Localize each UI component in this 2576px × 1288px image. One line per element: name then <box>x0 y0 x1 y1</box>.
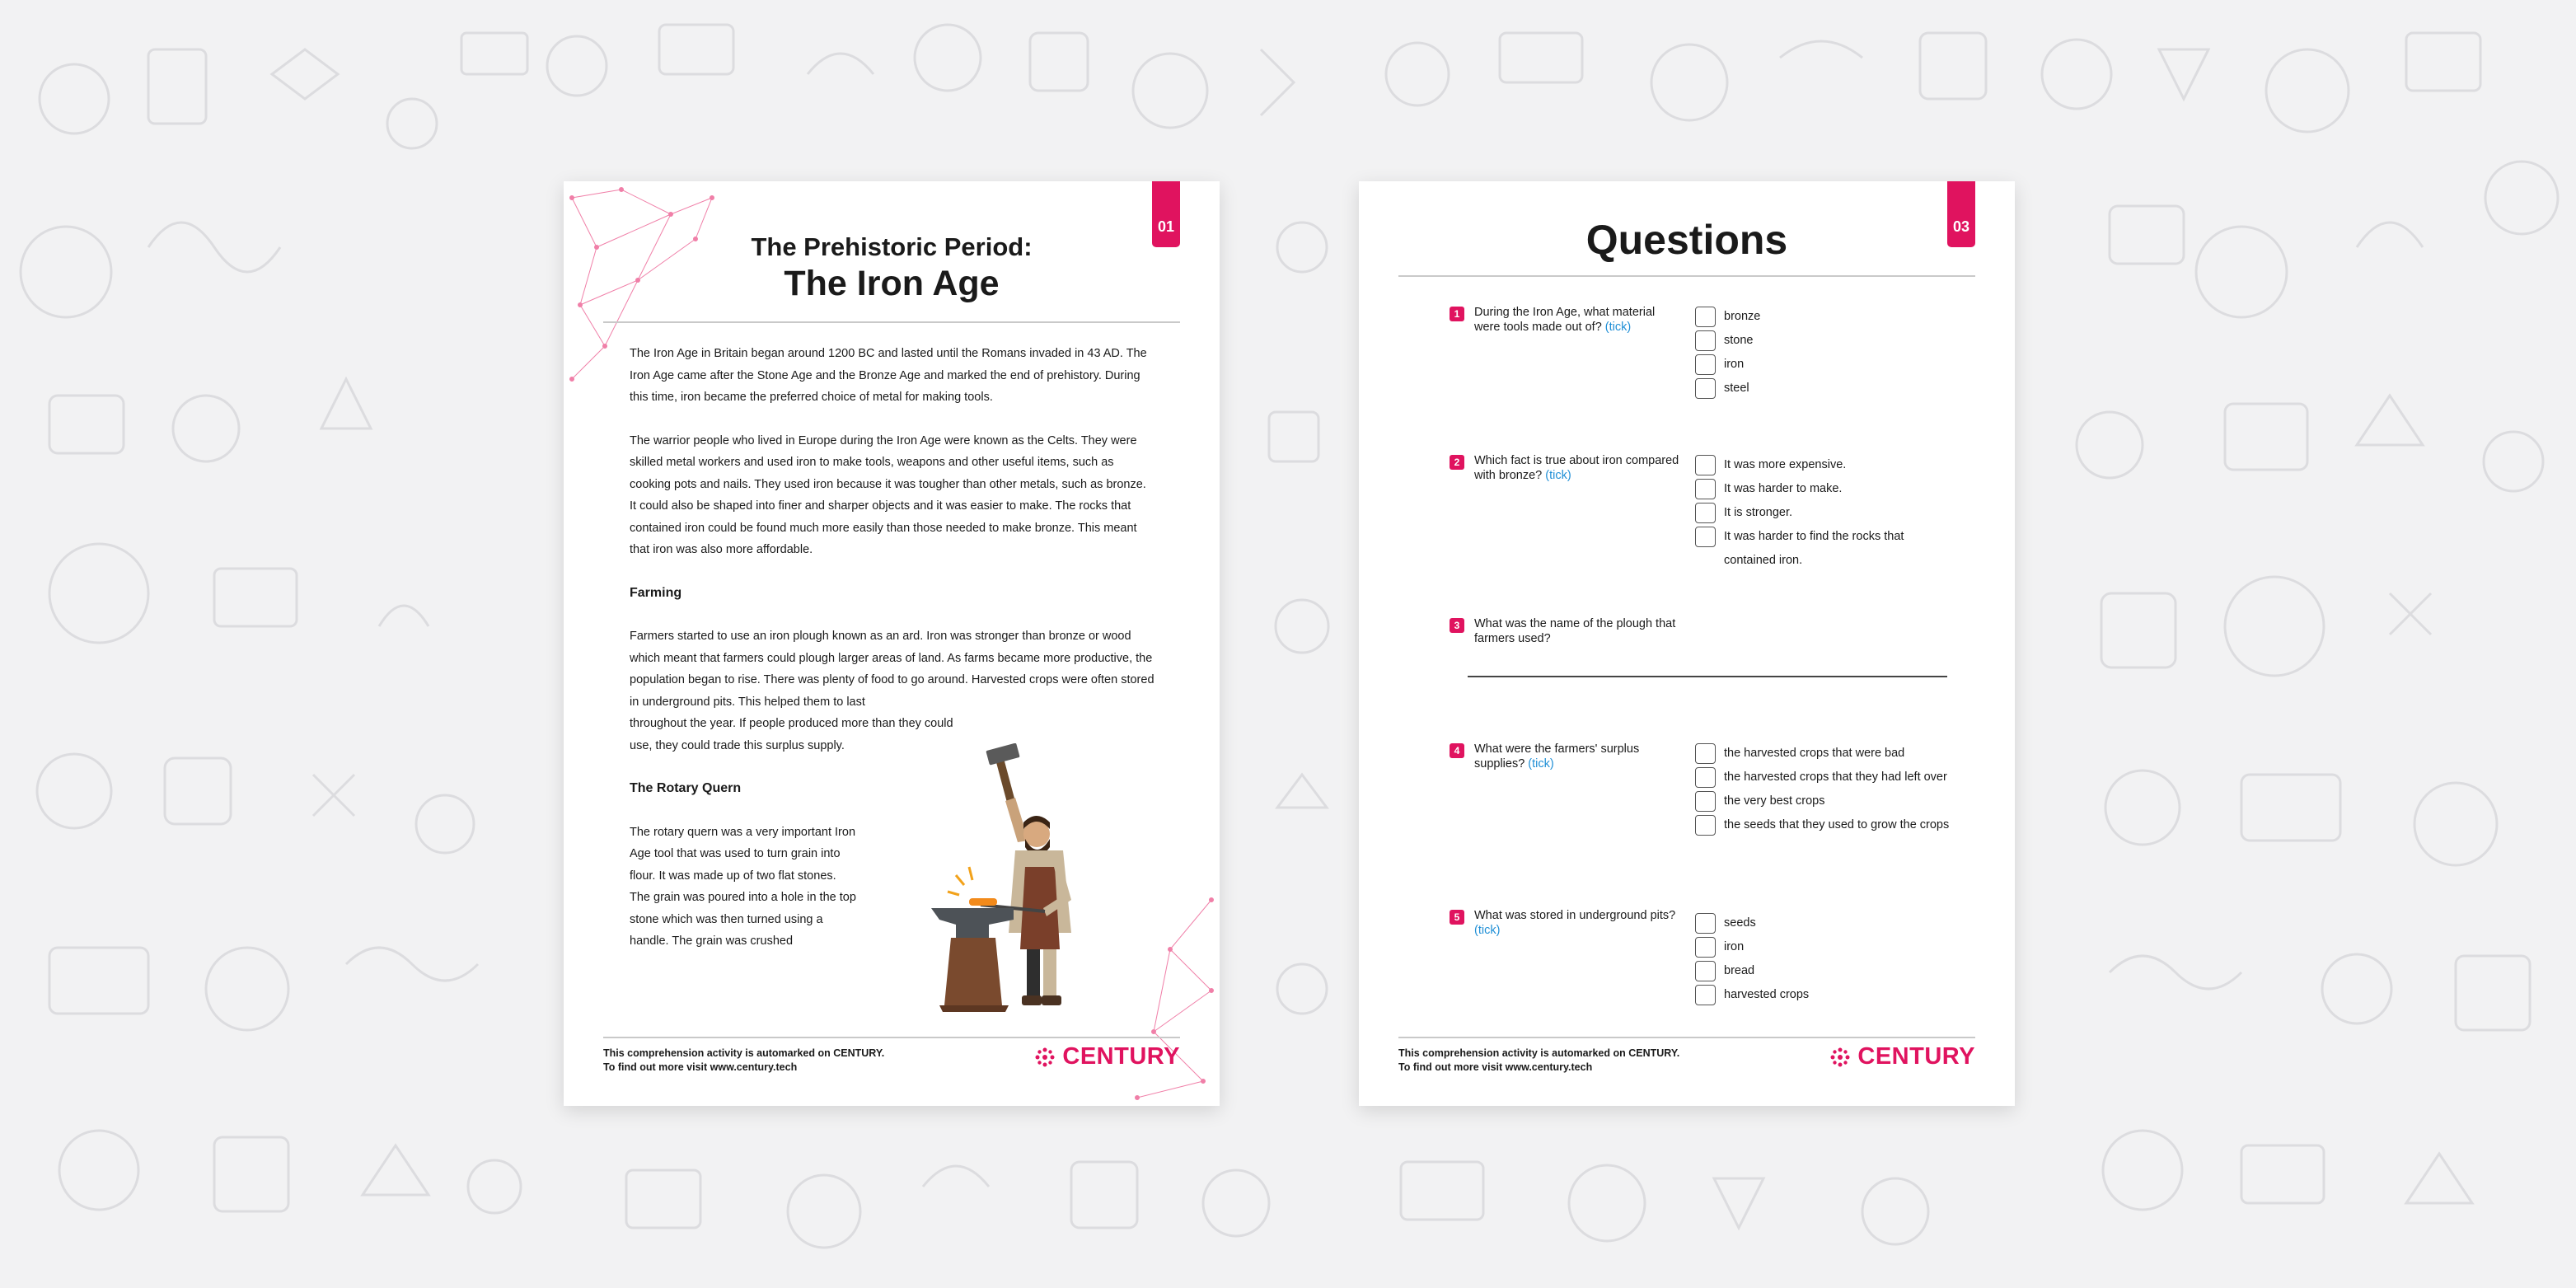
answer-options <box>1695 742 1992 837</box>
option-label: steel <box>1724 382 1749 395</box>
answer-option[interactable] <box>1695 453 1992 477</box>
option-label: bread <box>1724 964 1755 977</box>
question-number-badge: 1 <box>1450 307 1464 321</box>
option-label: iron <box>1724 940 1745 953</box>
option-label: stone <box>1724 334 1754 347</box>
checkbox[interactable] <box>1695 479 1716 499</box>
question-prompt: Which fact is true about iron compared with bronze? <box>1474 454 1679 482</box>
answer-option[interactable] <box>1695 305 1992 329</box>
answer-option[interactable] <box>1695 477 1992 501</box>
option-label: It is stronger. <box>1724 506 1793 519</box>
tick-instruction: (tick) <box>1545 469 1571 482</box>
century-logo <box>1033 1043 1180 1070</box>
footer-line-2: To find out more visit www.century.tech <box>1398 1061 1593 1073</box>
checkbox[interactable] <box>1695 791 1716 812</box>
option-label: seeds <box>1724 916 1756 930</box>
tick-instruction: (tick) <box>1604 321 1632 334</box>
option-label: the very best crops <box>1724 794 1825 808</box>
question-text <box>1474 305 1680 335</box>
question-prompt: What was stored in underground pits? <box>1474 909 1676 922</box>
question-text <box>1474 908 1680 938</box>
paragraph-farming-cont: throughout the year. If people produced more than they could use, they could trade this surplus supply. <box>630 717 953 752</box>
question-text <box>1474 742 1680 771</box>
question-number-badge: 5 <box>1450 910 1464 925</box>
paragraph-intro: The Iron Age in Britain began around 1200 BC and lasted until the Romans invaded in 43 AD. The Iron Age came after the Stone Age and the Bronze Age and marked the end of prehistory. During this time, iron became the preferred choice of metal for making tools. <box>630 347 1147 404</box>
footer-line-2: To find out more visit www.century.tech <box>603 1061 798 1073</box>
checkbox[interactable] <box>1695 307 1716 327</box>
answer-option[interactable] <box>1695 329 1992 353</box>
checkbox[interactable] <box>1695 985 1716 1005</box>
checkbox[interactable] <box>1695 767 1716 788</box>
checkbox[interactable] <box>1695 527 1716 547</box>
option-label: It was harder to find the rocks that contained iron. <box>1724 530 1904 567</box>
page-title: Questions <box>1585 217 1788 263</box>
checkbox[interactable] <box>1695 455 1716 475</box>
answer-option[interactable] <box>1695 935 1992 959</box>
answer-options <box>1695 453 1992 573</box>
reading-page <box>564 181 1220 1106</box>
option-label: the harvested crops that were bad <box>1724 747 1905 760</box>
answer-option[interactable] <box>1695 742 1992 766</box>
checkbox[interactable] <box>1695 937 1716 958</box>
checkbox[interactable] <box>1695 330 1716 351</box>
question-text: What was the name of the plough that farmers used? <box>1474 617 1676 645</box>
questions-page <box>1359 181 2015 1106</box>
checkbox[interactable] <box>1695 743 1716 764</box>
century-logo-text: CENTURY <box>1857 1043 1975 1070</box>
question-prompt: What were the farmers' surplus supplies? <box>1474 742 1640 770</box>
question-number-badge: 4 <box>1450 743 1464 758</box>
tick-instruction: (tick) <box>1528 757 1554 770</box>
option-label: the seeds that they used to grow the crops <box>1724 818 1950 831</box>
page-subtitle: The Prehistoric Period: <box>751 232 1033 261</box>
page-header <box>564 232 1220 304</box>
footer-line-1: This comprehension activity is automarked on CENTURY. <box>603 1047 885 1059</box>
answer-option[interactable] <box>1695 959 1992 983</box>
answer-option[interactable] <box>1695 353 1992 377</box>
checkbox[interactable] <box>1695 961 1716 981</box>
option-label: It was harder to make. <box>1724 482 1843 495</box>
page-number-tab: 01 <box>1152 181 1180 247</box>
answer-options <box>1695 911 1992 1007</box>
century-logo <box>1828 1043 1975 1070</box>
century-logo-icon <box>1033 1045 1057 1070</box>
footer-line-1: This comprehension activity is automarked on CENTURY. <box>1398 1047 1680 1059</box>
header-divider <box>603 321 1180 323</box>
heading-farming: Farming <box>630 585 682 600</box>
page-footer <box>603 1037 1180 1075</box>
paragraph-quern: The rotary quern was a very important Iron Age tool that was used to turn grain into flour. It was made up of two flat stones. The grain was poured into a hole in the top stone which was then turned using a handle. The grain was crushed <box>630 825 856 948</box>
checkbox[interactable] <box>1695 913 1716 934</box>
answer-options <box>1695 305 1992 400</box>
option-label: It was more expensive. <box>1724 458 1847 471</box>
answer-option[interactable] <box>1695 377 1992 400</box>
page-number-tab: 03 <box>1947 181 1975 247</box>
question-text <box>1474 453 1680 483</box>
answer-option[interactable] <box>1695 789 1992 813</box>
option-label: harvested crops <box>1724 988 1810 1001</box>
checkbox[interactable] <box>1695 815 1716 836</box>
paragraph-farming-text: Farmers started to use an iron plough known as an ard. Iron was stronger than bronze or wood which meant that farmers could plough larger areas of land. As farms became more productive, the population began to rise. There was plenty of food to go around. Harvested crops were often stored in underground pits. This helped them to last <box>630 630 1155 709</box>
answer-option[interactable] <box>1695 525 1992 573</box>
question-prompt: During the Iron Age, what material were tools made out of? <box>1474 306 1656 334</box>
paragraph-celts: The warrior people who lived in Europe during the Iron Age were known as the Celts. They were skilled metal workers and used iron to make tools, weapons and other useful items, such as cooking pots and nails. They used iron because it was tougher than other metals, such as bronze. It could also be shaped into finer and sharper objects and it was easier to make. The rocks that contained iron could be found much more easily than those needed to make bronze. This meant that iron was also more affordable. <box>630 433 1146 556</box>
page-footer <box>1398 1037 1975 1075</box>
heading-rotary-quern: The Rotary Quern <box>630 781 742 795</box>
answer-option[interactable] <box>1695 501 1992 525</box>
century-logo-text: CENTURY <box>1062 1043 1180 1070</box>
checkbox[interactable] <box>1695 354 1716 375</box>
answer-option[interactable] <box>1695 813 1992 837</box>
question-number-badge: 2 <box>1450 455 1464 470</box>
checkbox[interactable] <box>1695 378 1716 399</box>
checkbox[interactable] <box>1695 503 1716 523</box>
question-number-badge: 3 <box>1450 618 1464 633</box>
answer-line[interactable] <box>1468 676 1947 677</box>
option-label: the harvested crops that they had left over <box>1724 770 1947 784</box>
blacksmith-illustration <box>923 743 1121 1023</box>
option-label: iron <box>1724 358 1745 371</box>
answer-option[interactable] <box>1695 766 1992 789</box>
paragraph-farming <box>630 625 1155 713</box>
header-divider <box>1398 275 1975 277</box>
century-logo-icon <box>1828 1045 1852 1070</box>
page-title: The Iron Age <box>784 264 1000 303</box>
answer-option[interactable] <box>1695 911 1992 935</box>
tick-instruction: (tick) <box>1474 924 1501 937</box>
option-label: bronze <box>1724 310 1761 323</box>
answer-option[interactable] <box>1695 983 1992 1007</box>
